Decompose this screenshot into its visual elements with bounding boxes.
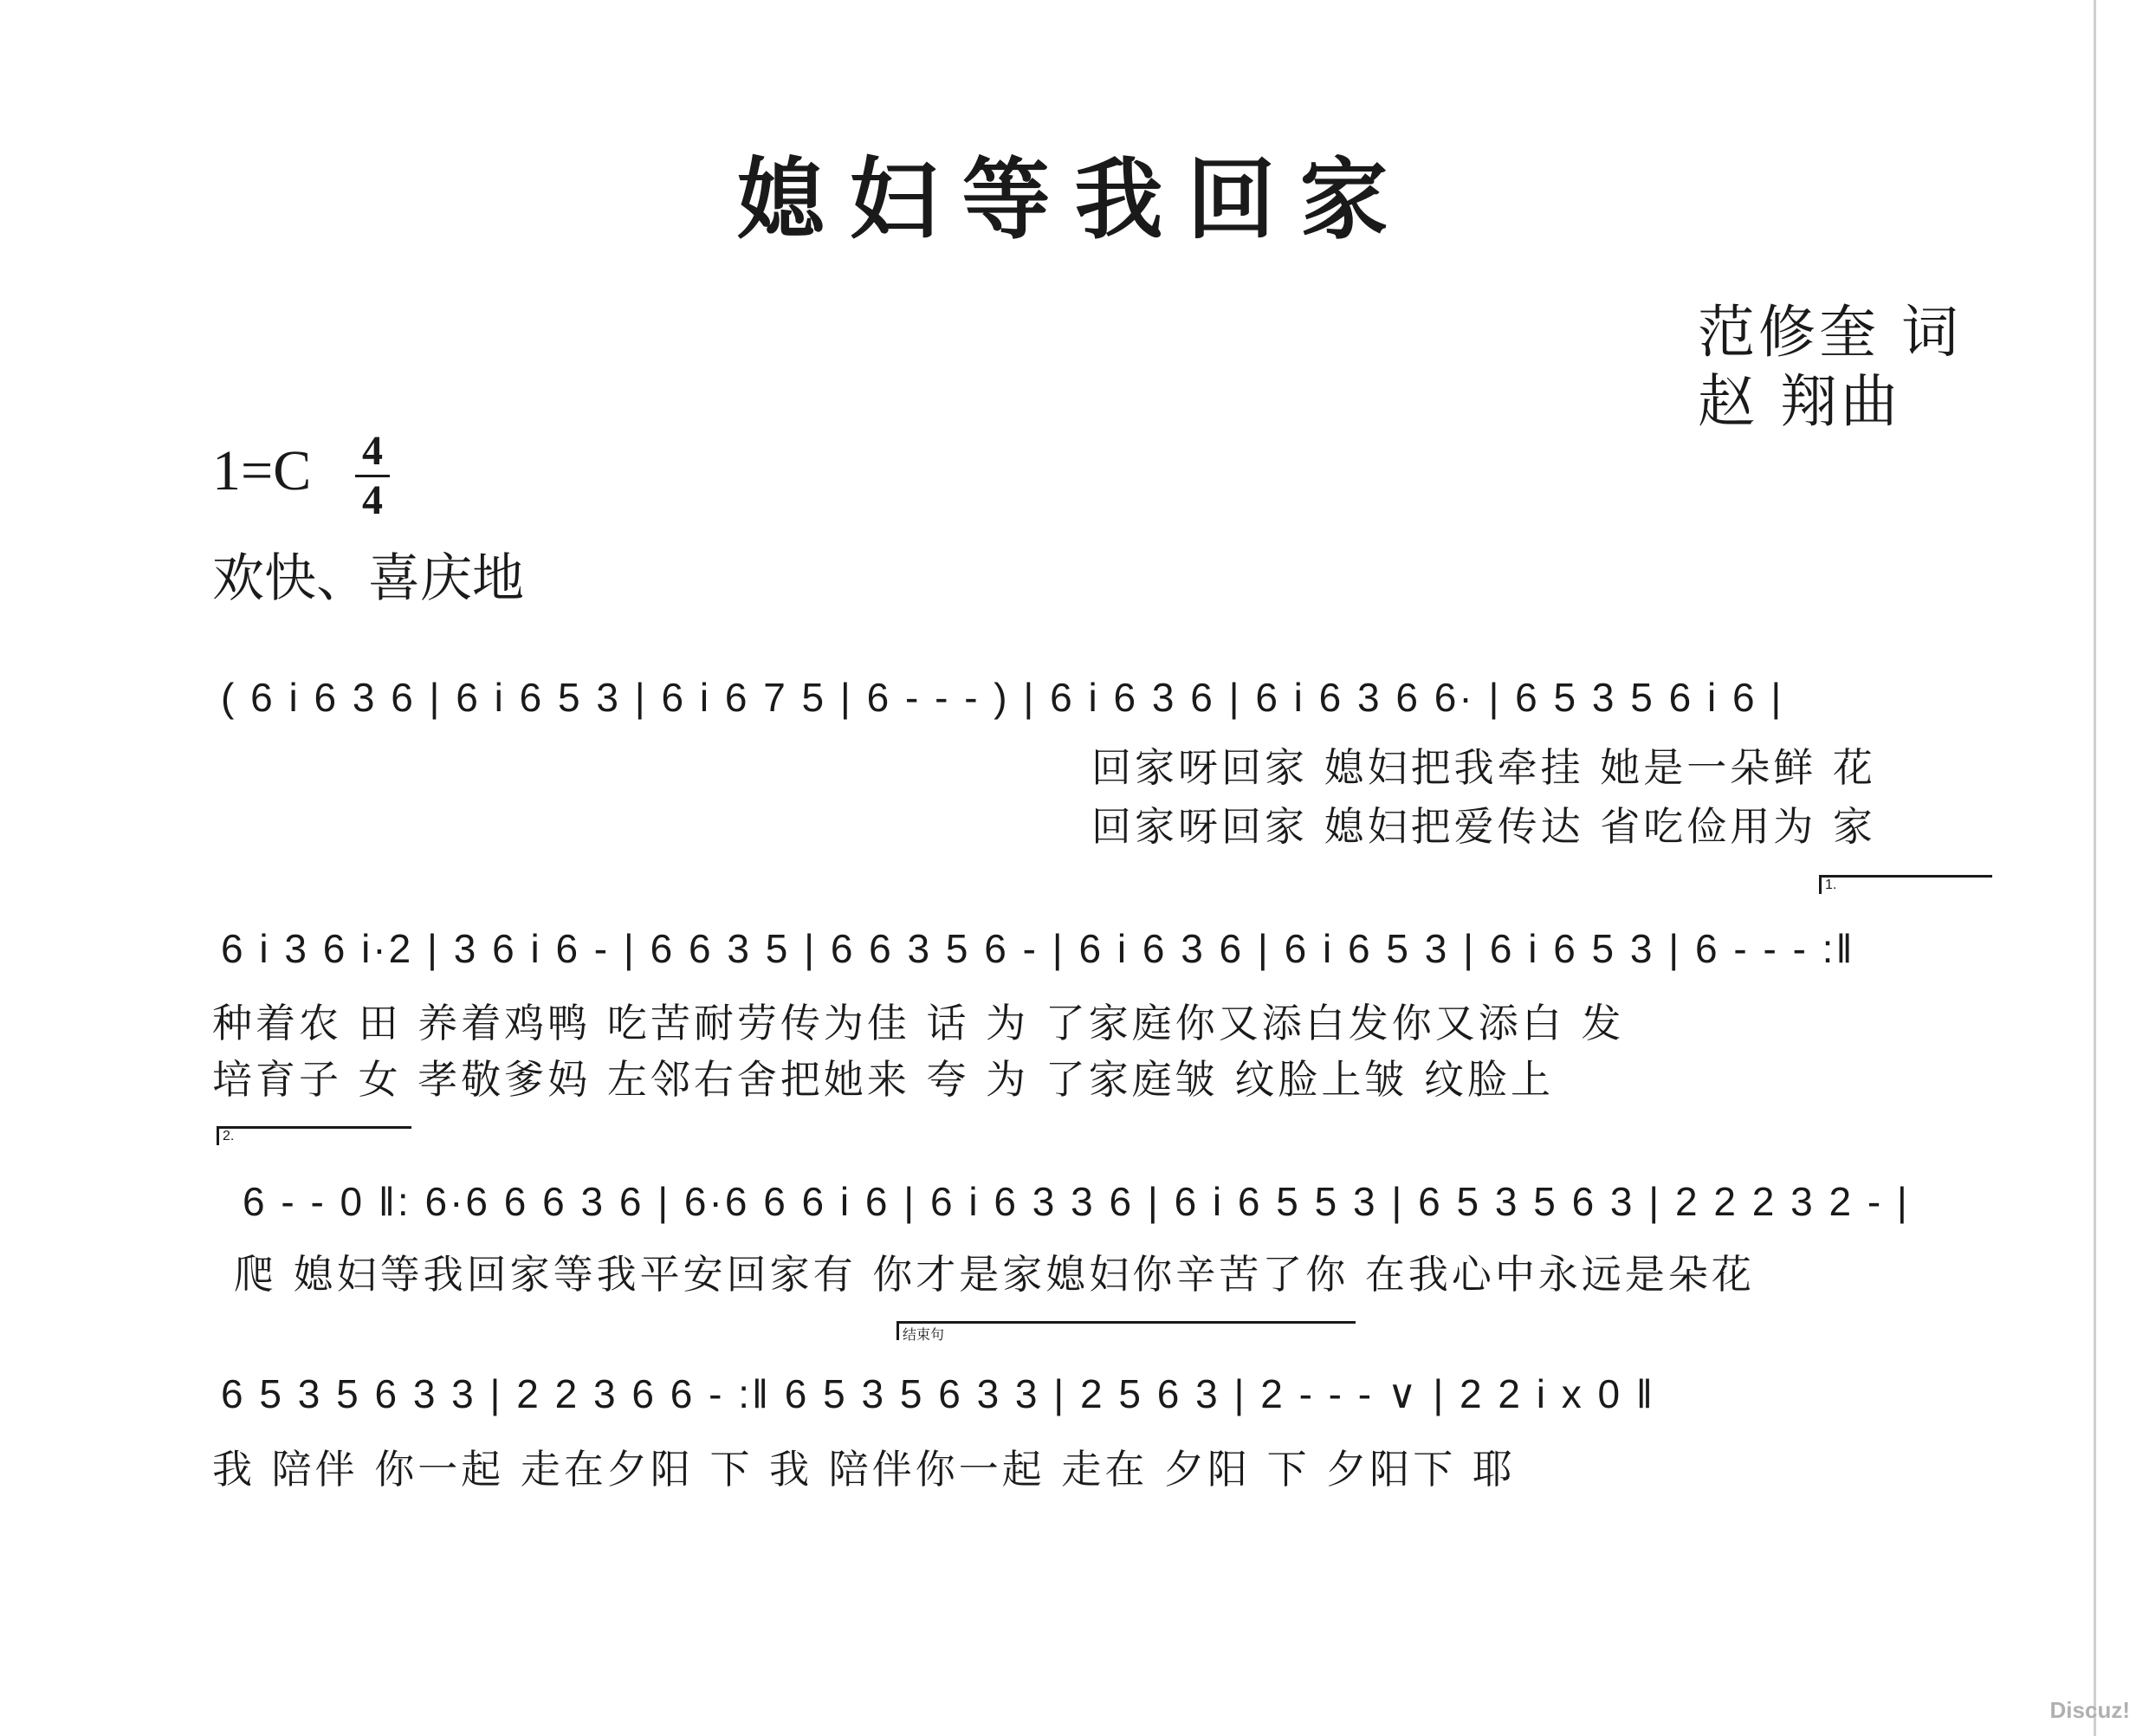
key-signature: 1=C <box>212 439 312 502</box>
notation-row-4: 6 5 3 5 6 3 3 | 2 2 3 6 6 - :‖ 6 5 3 5 6 3 3 | 2 5 6 3 | 2 - - - ∨ | 2 2 i x 0 ‖ <box>221 1371 1655 1416</box>
time-signature <box>355 430 390 522</box>
volta-ending: 结束句 <box>896 1321 1356 1340</box>
lyric-row-4-verse-1: 我 陪伴 你一起 走在夕阳 下 我 陪伴你一起 走在 夕阳 下 夕阳下 耶 <box>212 1446 1516 1493</box>
watermark: Discuz! <box>2049 1697 2130 1723</box>
lyric-row-2-verse-2: 培育子 女 孝敬爹妈 左邻右舍把她来 夸 为 了家庭皱 纹脸上皱 纹脸上 <box>212 1056 1554 1103</box>
composer-credit: 赵 翔曲 <box>1698 368 1901 435</box>
notation-row-1: ( 6 i 6 3 6 | 6 i 6 5 3 | 6 i 6 7 5 | 6 - - - ) | 6 i 6 3 6 | 6 i 6 3 6 6· | 6 5 3 5 6 i 6 | <box>221 675 1784 720</box>
time-signature-top: 4 <box>362 428 383 474</box>
song-title: 媳妇等我回家 <box>736 149 1413 252</box>
lyric-row-1-verse-2: 回家呀回家 媳妇把爱传达 省吃俭用为 家 <box>1091 803 1876 850</box>
lyric-row-1-verse-1: 回家呀回家 媳妇把我牵挂 她是一朵鲜 花 <box>1091 744 1876 791</box>
tempo-marking: 欢快、喜庆地 <box>212 548 524 609</box>
lyricist-credit: 范修奎 词 <box>1698 299 1962 366</box>
lyric-row-2-verse-1: 种着农 田 养着鸡鸭 吃苦耐劳传为佳 话 为 了家庭你又添白发你又添白 发 <box>212 1000 1625 1046</box>
time-signature-bottom: 4 <box>362 477 383 523</box>
volta-1: 1. <box>1819 875 1992 894</box>
notation-row-3: 6 - - 0 ‖: 6·6 6 6 3 6 | 6·6 6 6 i 6 | 6 i 6 3 3 6 | 6 i 6 5 5 3 | 6 5 3 5 6 3 | 2 2 2 3 2 - | <box>243 1179 1910 1224</box>
lyric-row-3-verse-1: 爬 媳妇等我回家等我平安回家有 你才是家媳妇你辛苦了你 在我心中永远是朵花 <box>234 1251 1755 1298</box>
volta-2: 2. <box>217 1126 411 1145</box>
notation-row-2: 6 i 3 6 i·2 | 3 6 i 6 - | 6 6 3 5 | 6 6 3 5 6 - | 6 i 6 3 6 | 6 i 6 5 3 | 6 i 6 5 3 | 6 - - - :‖ <box>221 926 1855 971</box>
